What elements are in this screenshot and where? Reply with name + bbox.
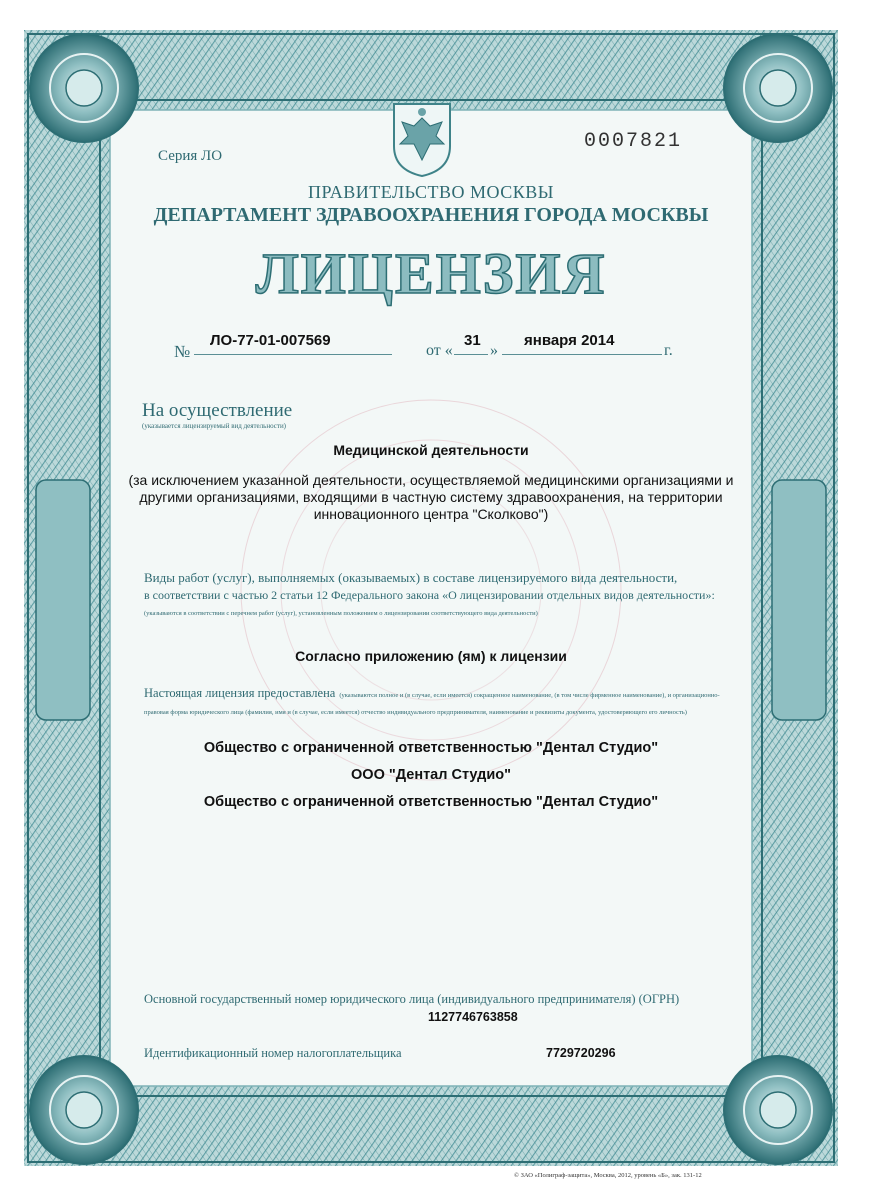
date-month-year: января 2014 (524, 332, 615, 349)
inn-value: 7729720296 (546, 1046, 616, 1060)
coat-of-arms-emblem (390, 100, 454, 178)
department-heading: ДЕПАРТАМЕНТ ЗДРАВООХРАНЕНИЯ ГОРОДА МОСКВЫ (153, 204, 709, 226)
licensee-full-name: Общество с ограниченной ответственностью "Дентал Студио" (203, 740, 659, 756)
date-day-field (454, 330, 488, 355)
ogrn-label: Основной государственный номер юридического лица (индивидуального предпринимателя) (ОГРН) (144, 992, 680, 1006)
works-hint: (указываются в соответствии с перечнем работ (услуг), установленным положением о лицензировании соответствующего вида деятельности) (144, 610, 538, 617)
year-suffix: г. (664, 342, 673, 359)
date-day: 31 (464, 332, 481, 349)
works-line-1: Виды работ (услуг), выполняемых (оказываемых) в составе лицензируемого вида деятельности, (144, 570, 678, 585)
government-heading: ПРАВИТЕЛЬСТВО МОСКВЫ (307, 182, 554, 202)
printer-imprint: © ЗАО «Полиграф-защита», Москва, 2012, уровень «Б», зак. 131-12 (514, 1172, 702, 1179)
activity-exception: (за исключением указанной деятельности, осуществляемой медицинскими организациями и другими организациями, входящими в частную систему здравоохранения, на территории инновационного центра "Сколково") (128, 472, 734, 522)
date-month-year-field (502, 330, 662, 355)
licensee-full-name-repeat: Общество с ограниченной ответственностью "Дентал Студио" (203, 794, 659, 810)
series-label: Серия ЛО (158, 148, 223, 164)
licensee-short-name: ООО "Дентал Студио" (351, 767, 511, 783)
number-sign: № (174, 342, 191, 361)
licensee-block (144, 686, 732, 720)
ogrn-value: 1127746763858 (428, 1010, 518, 1024)
license-sheet (24, 30, 838, 1166)
licensee-hint: (указываются полное и (в случае, если имеется) сокращенное наименование, (в том числе фирменное наименование), и организационно-правовая форма юридического лица (фамилия, имя и (в случае, если имеется) отчество индивидуального предпринимателя, наименование и реквизиты документа, удостоверяющего его личность) (144, 692, 720, 716)
eagle-icon (390, 100, 454, 178)
date-from-prefix: от « (426, 342, 453, 359)
activity-value: Медицинской деятельности (333, 442, 529, 458)
licensee-label: Настоящая лицензия предоставлена (144, 686, 336, 700)
inn-label: Идентификационный номер налогоплательщика (144, 1046, 402, 1060)
works-value: Согласно приложению (ям) к лицензии (295, 648, 567, 664)
activity-label: На осуществление (142, 400, 293, 421)
license-number-field (194, 330, 392, 355)
date-close-quote: » (490, 342, 498, 359)
activity-hint: (указывается лицензируемый вид деятельности) (142, 422, 287, 430)
form-number: 0007821 (584, 130, 683, 153)
license-number: ЛО-77-01-007569 (210, 332, 331, 349)
works-line-2: в соответствии с частью 2 статьи 12 Федерального закона «О лицензировании отдельных видов деятельности»: (144, 588, 715, 602)
document-title: ЛИЦЕНЗИЯ (255, 241, 607, 306)
